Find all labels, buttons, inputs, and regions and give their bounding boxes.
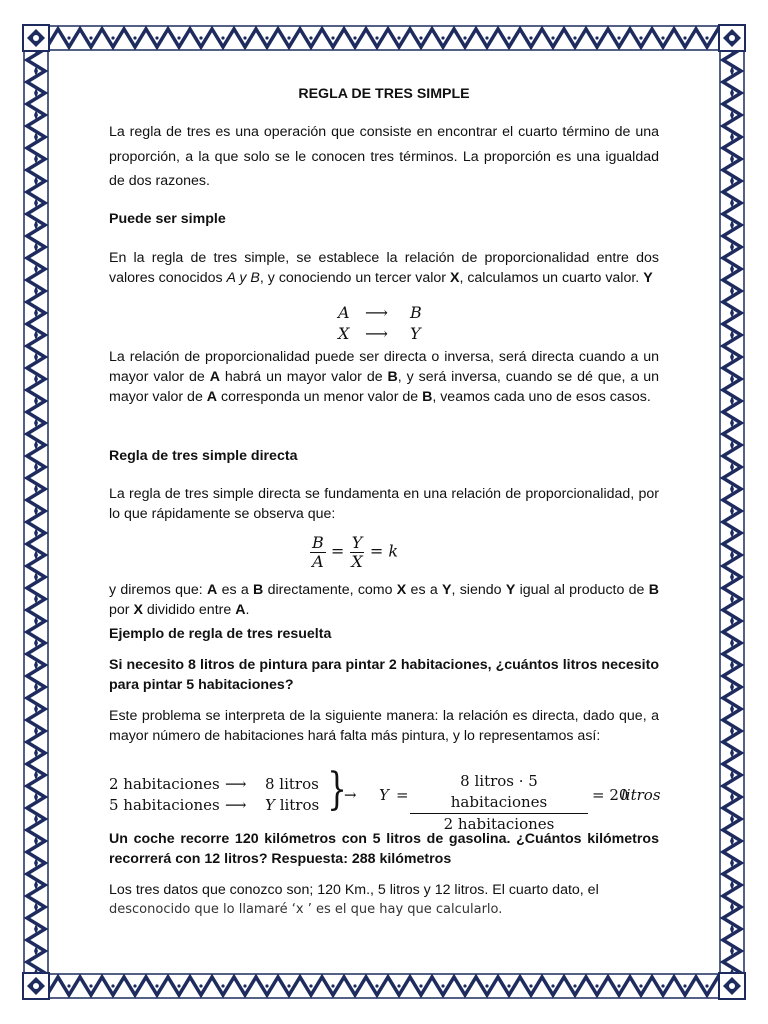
variable-a: A [206, 389, 218, 405]
diagram-a: A [338, 303, 350, 322]
text-litros: litros [279, 796, 320, 814]
equals-sign: = [396, 786, 409, 804]
text-run: dividido entre [142, 602, 236, 618]
result-unit: litros [621, 786, 661, 804]
fraction-b-a [310, 534, 326, 570]
variable-a: A [207, 582, 218, 598]
arrow-icon: ⟶ [365, 324, 388, 343]
variable-b: B [422, 389, 433, 405]
proportion-diagram [109, 302, 659, 344]
intro-paragraph: La regla de tres es una operación que consiste en encontrar el cuarto término de una proporción, a la que solo se le conocen tres términos. La proporción es una igualdad de dos razones. [109, 124, 659, 189]
text-run: es a [217, 582, 254, 598]
constant-k: k [388, 541, 399, 561]
text-run: por [109, 602, 134, 618]
variable-x: X [449, 270, 460, 286]
text-8-litros: 8 litros [265, 775, 319, 793]
diagram-row-2 [338, 323, 458, 344]
variable-y: Y [442, 582, 452, 598]
paragraph-simple [109, 248, 659, 288]
formula-row-1 [109, 774, 329, 795]
equals-sign: = [330, 541, 345, 561]
variable-a: A [209, 369, 220, 385]
text-run: , y conociendo un tercer valor [259, 270, 450, 286]
text-line: desconocido que lo llamaré ‘x ’ es el que hay que calcularlo. [109, 902, 503, 917]
variables-a-b: A y B [226, 270, 260, 286]
formula-ejemplo [109, 764, 661, 833]
text-run: habrá un mayor valor de [219, 369, 388, 385]
text-run: . [245, 602, 250, 618]
denominator: A [312, 551, 324, 571]
numerator: 8 litros · 5 habitaciones [410, 771, 588, 814]
text-run: es a [406, 582, 443, 598]
variable-y: Y [265, 796, 275, 814]
text-run: La relación de proporcionalidad puede ser directa o inversa, será directa cuando a un mayor valor de [109, 349, 659, 385]
text-run: , veamos cada uno de esos casos. [432, 389, 651, 405]
formula-left-rows [109, 774, 329, 816]
text-run: directamente, como [263, 582, 397, 598]
text-run: y diremos que: [109, 582, 208, 598]
fraction-y-x [349, 534, 364, 570]
paragraph-directa: La regla de tres simple directa se fundamenta en una relación de proporcionalidad, por lo que rápidamente se observa que: [109, 486, 659, 522]
heading-directa: Regla de tres simple directa [109, 448, 298, 464]
arrow-icon: → [344, 786, 357, 804]
heading-ejemplo: Ejemplo de regla de tres resuelta [109, 626, 332, 642]
fraction-ejemplo [410, 771, 588, 835]
page-title: REGLA DE TRES SIMPLE [298, 86, 470, 102]
text-run: , siendo [451, 582, 506, 598]
variable-y: Y [379, 786, 389, 804]
variable-y: Y [643, 270, 653, 286]
right-brace-icon: } [327, 764, 347, 815]
text-run: En la regla de tres simple, se establece la relación de proporcionalidad entre dos valores conocidos [109, 250, 659, 286]
formula-row-2 [109, 795, 329, 816]
numerator: B [311, 533, 324, 552]
paragraph-datos [109, 880, 659, 920]
variable-b: B [648, 582, 659, 598]
question-pintura: Si necesito 8 litros de pintura para pintar 2 habitaciones, ¿cuántos litros necesito para pintar 5 habitaciones? [109, 657, 659, 693]
variable-x: X [133, 602, 143, 618]
diagram-y: Y [410, 324, 421, 343]
paragraph-diremos [109, 580, 659, 620]
text-line: Los tres datos que conozco son; 120 Km., 5 litros y 12 litros. El cuarto dato, el [109, 882, 599, 898]
variable-b: B [387, 369, 398, 385]
paragraph-interpreta: Este problema se interpreta de la siguiente manera: la relación es directa, dado que, a mayor número de habitaciones hará falta más pintura, y lo representamos así: [109, 708, 659, 744]
question-coche: Un coche recorre 120 kilómetros con 5 litros de gasolina. ¿Cuántos kilómetros recorrerá con 12 litros? Respuesta: 288 kilómetros [109, 831, 659, 867]
text-5-habitaciones: 5 habitaciones [109, 796, 220, 814]
variable-a: A [235, 602, 246, 618]
arrow-icon: ⟶ [365, 303, 388, 322]
diagram-b: B [410, 303, 422, 322]
variable-y: Y [505, 582, 516, 598]
variable-b: B [253, 582, 264, 598]
diagram-row-1 [338, 302, 458, 323]
text-run: corresponda un menor valor de [217, 389, 423, 405]
variable-x: X [396, 582, 407, 598]
text-run: , y será inversa, cuando se dé que, a un mayor valor de [109, 369, 659, 405]
text-run: igual al producto de [515, 582, 649, 598]
equals-sign: = [369, 541, 384, 561]
denominator: X [351, 551, 363, 571]
text-2-habitaciones: 2 habitaciones [109, 775, 220, 793]
result-value: = 20 [592, 786, 629, 804]
numerator: Y [351, 533, 363, 552]
heading-simple: Puede ser simple [109, 211, 226, 227]
diagram-x: X [338, 324, 350, 343]
text-run: , calculamos un cuarto valor. [459, 270, 644, 286]
arrow-icon: ⟶ [225, 796, 247, 814]
arrow-icon: ⟶ [225, 775, 247, 793]
formula-constante [109, 534, 599, 570]
denominator: 2 habitaciones [443, 815, 555, 833]
paragraph-relacion [109, 347, 659, 407]
